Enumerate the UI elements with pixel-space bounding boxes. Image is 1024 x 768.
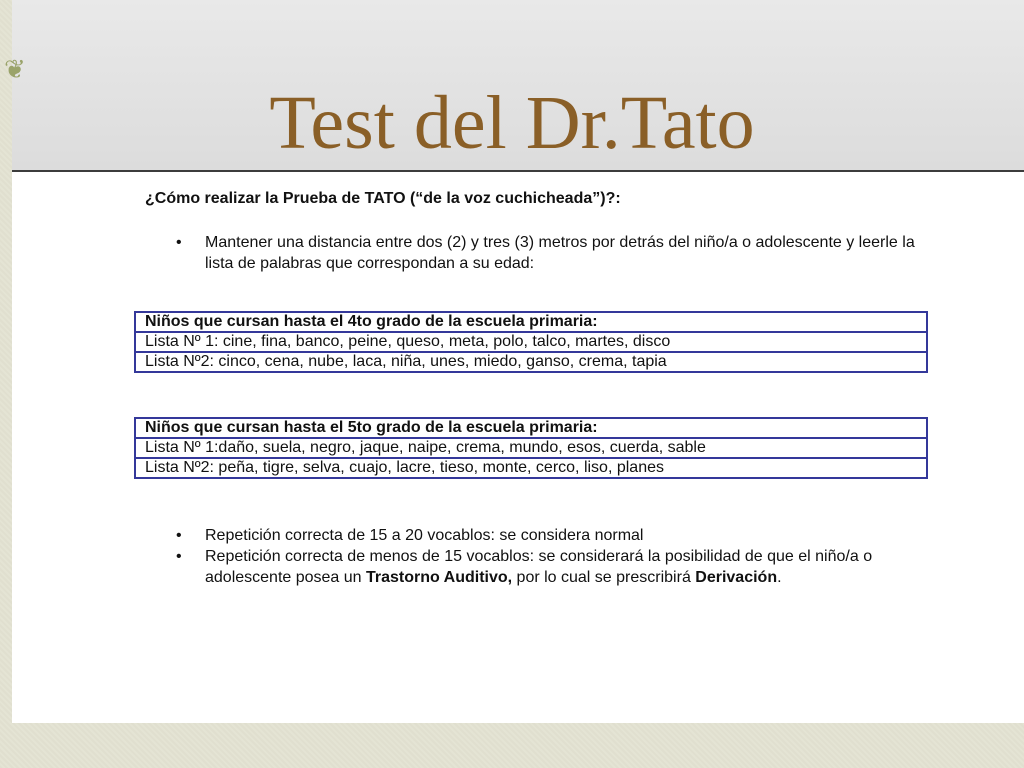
- instruction-text: Mantener una distancia entre dos (2) y tres (3) metros por detrás del niño/a o adolescente y leerle la lista de palabras que correspondan a su edad:: [205, 234, 915, 272]
- emphasis-derivacion: Derivación: [695, 569, 778, 586]
- slide-title: Test del Dr.Tato: [269, 81, 755, 165]
- table-cell: Lista Nº2: cinco, cena, nube, laca, niña, unes, miedo, ganso, crema, tapia: [135, 352, 927, 372]
- list-item: [172, 232, 932, 274]
- table-header-row: [135, 418, 927, 438]
- bullet-icon: •: [176, 548, 182, 565]
- result-referral-text: Repetición correcta de menos de 15 vocablos: se considerará la posibilidad de que el niño/a o adolescente posea un Trastorno Auditivo, por lo cual se prescribirá Derivación.: [205, 548, 873, 586]
- emphasis-trastorno: Trastorno Auditivo,: [366, 569, 513, 586]
- table-header: Niños que cursan hasta el 5to grado de la escuela primaria:: [135, 418, 927, 438]
- table-header: Niños que cursan hasta el 4to grado de la escuela primaria:: [135, 312, 927, 332]
- instruction-list: [172, 232, 932, 274]
- instructions-heading: ¿Cómo realizar la Prueba de TATO (“de la voz cuchicheada”)?:: [145, 190, 621, 207]
- word-table-5to-grado: [134, 417, 928, 479]
- table-row: [135, 332, 927, 352]
- table-header-row: [135, 312, 927, 332]
- results-list: [172, 525, 932, 588]
- table-cell: Lista Nº 1:daño, suela, negro, jaque, naipe, crema, mundo, esos, cuerda, sable: [135, 438, 927, 458]
- bullet-icon: •: [176, 527, 182, 544]
- table-cell: Lista Nº2: peña, tigre, selva, cuajo, lacre, tieso, monte, cerco, liso, planes: [135, 458, 927, 478]
- table-row: [135, 458, 927, 478]
- list-item: [172, 546, 932, 588]
- content-panel: [12, 170, 1024, 723]
- table-cell: Lista Nº 1: cine, fina, banco, peine, queso, meta, polo, talco, martes, disco: [135, 332, 927, 352]
- table-row: [135, 352, 927, 372]
- bullet-icon: •: [176, 234, 182, 251]
- word-table-4to-grado: [134, 311, 928, 373]
- table-row: [135, 438, 927, 458]
- list-item: [172, 525, 932, 546]
- floral-ornament-icon: ❦: [4, 54, 26, 84]
- result-normal-text: Repetición correcta de 15 a 20 vocablos: se considera normal: [205, 527, 644, 544]
